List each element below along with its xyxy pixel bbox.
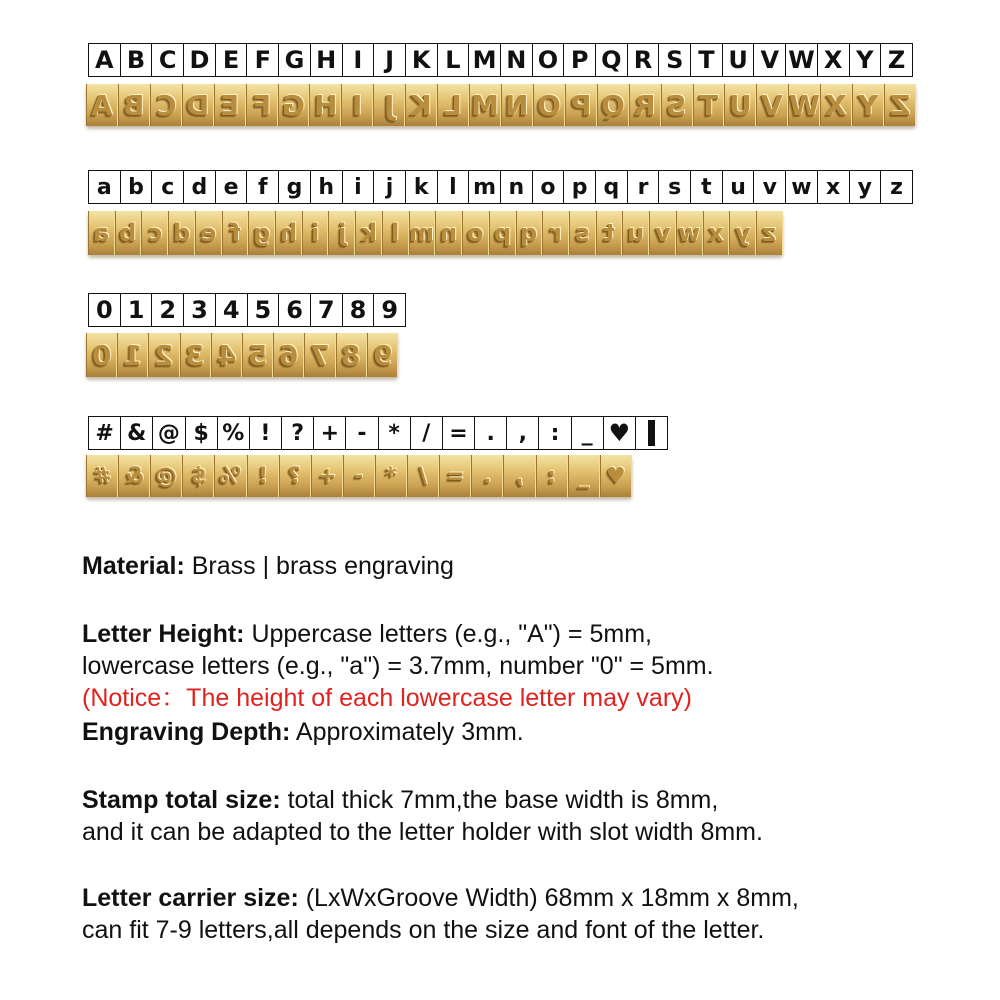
char-cell-uppercase: E xyxy=(216,44,248,76)
char-cell-lowercase: i xyxy=(343,171,375,203)
char-cell-numbers: 4 xyxy=(216,294,248,326)
stamp-glyph: R xyxy=(633,88,656,122)
stamp-glyph: X xyxy=(825,88,847,122)
brass-stamp-symbols xyxy=(182,455,214,497)
stamp-glyph: 6 xyxy=(278,338,299,372)
brass-stamp-symbols xyxy=(536,455,568,497)
brass-stamp-lowercase xyxy=(302,211,329,255)
brass-stamp-lowercase xyxy=(516,211,543,255)
brass-stamp-lowercase xyxy=(622,211,649,255)
numbers-chart xyxy=(88,293,406,327)
brass-stamp-uppercase xyxy=(405,84,437,126)
stamp-glyph: k xyxy=(360,219,377,247)
char-cell-uppercase: Z xyxy=(881,44,913,76)
stamp-glyph: E xyxy=(220,88,240,122)
char-cell-symbols: @ xyxy=(153,417,185,449)
char-cell-lowercase: l xyxy=(438,171,470,203)
stamp-glyph: 4 xyxy=(216,338,237,372)
brass-stamp-uppercase xyxy=(86,84,118,126)
stamp-glyph: F xyxy=(252,88,272,122)
stamp-glyph: H xyxy=(313,88,338,122)
carrier-size-value-1: (LxWxGroove Width) 68mm x 18mm x 8mm, xyxy=(298,884,799,912)
letter-height-value-1: Uppercase letters (e.g., "A") = 5mm, xyxy=(244,620,652,648)
brass-stamp-symbols xyxy=(600,455,632,497)
stamp-glyph: , xyxy=(515,463,524,489)
char-cell-symbols: - xyxy=(346,417,378,449)
stamp-glyph: U xyxy=(729,88,752,122)
brass-stamp-symbols xyxy=(86,455,118,497)
char-cell-lowercase: d xyxy=(184,171,216,203)
char-cell-lowercase: t xyxy=(691,171,723,203)
char-cell-uppercase: W xyxy=(786,44,818,76)
char-cell-uppercase: A xyxy=(89,44,121,76)
char-cell-symbols: . xyxy=(475,417,507,449)
stamp-glyph: v xyxy=(654,219,671,247)
brass-stamp-uppercase xyxy=(437,84,469,126)
brass-stamp-numbers xyxy=(336,333,367,377)
char-cell-uppercase: R xyxy=(628,44,660,76)
brass-stamp-uppercase xyxy=(756,84,788,126)
char-cell-uppercase: F xyxy=(247,44,279,76)
brass-stamp-symbols xyxy=(311,455,343,497)
stamp-glyph: M xyxy=(471,88,499,122)
stamp-glyph: W xyxy=(788,88,820,122)
symbols-stamps xyxy=(86,455,632,497)
brass-stamp-uppercase xyxy=(309,84,341,126)
char-cell-uppercase: M xyxy=(469,44,501,76)
char-cell-lowercase: y xyxy=(850,171,882,203)
stamp-glyph: P xyxy=(570,88,592,122)
brass-stamp-uppercase xyxy=(629,84,661,126)
brass-stamp-lowercase xyxy=(222,211,249,255)
brass-stamp-uppercase xyxy=(565,84,597,126)
letter-height-label: Letter Height: xyxy=(82,620,245,648)
letter-height-line-1 xyxy=(82,618,982,650)
brass-stamp-lowercase xyxy=(649,211,676,255)
brass-stamp-symbols xyxy=(150,455,182,497)
stamp-glyph: $ xyxy=(190,463,207,489)
char-cell-uppercase: G xyxy=(279,44,311,76)
uppercase-stamps xyxy=(86,84,916,126)
brass-stamp-numbers xyxy=(211,333,242,377)
engraving-depth-label: Engraving Depth: xyxy=(82,718,291,746)
stamp-glyph: = xyxy=(446,463,465,489)
brass-stamp-lowercase xyxy=(435,211,462,255)
stamp-glyph: _ xyxy=(578,463,590,489)
stamp-glyph: T xyxy=(698,88,719,122)
char-cell-lowercase: r xyxy=(628,171,660,203)
stamp-glyph: b xyxy=(119,219,137,247)
uppercase-chart xyxy=(88,43,913,77)
brass-stamp-lowercase xyxy=(756,211,783,255)
char-cell-symbols: = xyxy=(443,417,475,449)
stamp-glyph: . xyxy=(483,463,492,489)
lowercase-chart xyxy=(88,170,913,204)
char-cell-lowercase: q xyxy=(596,171,628,203)
brass-stamp-numbers xyxy=(242,333,273,377)
brass-stamp-numbers xyxy=(367,333,398,377)
char-cell-lowercase: s xyxy=(659,171,691,203)
stamp-glyph: N xyxy=(505,88,529,122)
char-cell-lowercase: a xyxy=(89,171,121,203)
brass-stamp-uppercase xyxy=(469,84,501,126)
brass-stamp-lowercase xyxy=(596,211,623,255)
stamp-glyph: - xyxy=(354,463,364,489)
stamp-glyph: + xyxy=(317,463,337,489)
char-cell-numbers: 6 xyxy=(279,294,311,326)
stamp-glyph: m xyxy=(409,219,435,247)
char-cell-symbols: , xyxy=(507,417,539,449)
char-cell-uppercase: J xyxy=(374,44,406,76)
brass-stamp-uppercase xyxy=(182,84,214,126)
notice-text: (Notice：The height of each lowercase letter may vary) xyxy=(82,684,692,712)
char-cell-symbols: % xyxy=(218,417,250,449)
stamp-glyph: 7 xyxy=(310,338,330,372)
brass-stamp-uppercase xyxy=(150,84,182,126)
stamp-glyph: ♥ xyxy=(605,463,626,489)
char-cell-uppercase: C xyxy=(152,44,184,76)
brass-stamp-uppercase xyxy=(246,84,278,126)
engraving-depth-line xyxy=(82,716,982,748)
stamp-glyph: a xyxy=(93,219,110,247)
char-cell-lowercase: j xyxy=(374,171,406,203)
char-cell-uppercase: Q xyxy=(596,44,628,76)
carrier-size-label: Letter carrier size: xyxy=(82,884,299,912)
brass-stamp-symbols xyxy=(407,455,439,497)
letter-height-line-2: lowercase letters (e.g., "a") = 3.7mm, number "0" = 5mm. xyxy=(82,652,714,680)
brass-stamp-lowercase xyxy=(569,211,596,255)
stamp-glyph: f xyxy=(229,219,241,247)
brass-stamp-lowercase xyxy=(275,211,302,255)
char-cell-lowercase: u xyxy=(723,171,755,203)
char-cell-numbers: 0 xyxy=(89,294,121,326)
brass-stamp-lowercase xyxy=(248,211,275,255)
brass-stamp-lowercase xyxy=(141,211,168,255)
stamp-glyph: o xyxy=(467,219,484,247)
bar-icon xyxy=(636,417,668,449)
stamp-glyph: # xyxy=(92,463,112,489)
stamp-glyph: h xyxy=(279,219,297,247)
material-line xyxy=(82,550,982,582)
brass-stamp-symbols xyxy=(247,455,279,497)
stamp-size-line-2: and it can be adapted to the letter holder with slot width 8mm. xyxy=(82,818,763,846)
stamp-glyph: : xyxy=(547,463,556,489)
stamp-glyph: y xyxy=(734,219,751,247)
stamp-glyph: A xyxy=(91,88,113,122)
brass-stamp-lowercase xyxy=(489,211,516,255)
char-cell-uppercase: K xyxy=(406,44,438,76)
char-cell-lowercase: n xyxy=(501,171,533,203)
stamp-glyph: D xyxy=(186,88,210,122)
brass-stamp-lowercase xyxy=(88,211,115,255)
char-cell-uppercase: X xyxy=(818,44,850,76)
char-cell-symbols: * xyxy=(379,417,411,449)
stamp-glyph: L xyxy=(444,88,463,122)
char-cell-uppercase: I xyxy=(343,44,375,76)
char-cell-symbols: $ xyxy=(186,417,218,449)
stamp-glyph: p xyxy=(493,219,511,247)
brass-stamp-uppercase xyxy=(501,84,533,126)
brass-stamp-numbers xyxy=(273,333,304,377)
brass-stamp-uppercase xyxy=(820,84,852,126)
char-cell-symbols: ? xyxy=(282,417,314,449)
numbers-stamps xyxy=(86,333,398,377)
char-cell-symbols: ! xyxy=(250,417,282,449)
brass-stamp-lowercase xyxy=(382,211,409,255)
lowercase-stamps xyxy=(88,211,783,255)
char-cell-numbers: 8 xyxy=(343,294,375,326)
stamp-glyph: Y xyxy=(857,88,879,122)
char-cell-symbols: + xyxy=(314,417,346,449)
brass-stamp-uppercase xyxy=(693,84,725,126)
char-cell-lowercase: k xyxy=(406,171,438,203)
char-cell-uppercase: T xyxy=(691,44,723,76)
brass-stamp-numbers xyxy=(86,333,117,377)
char-cell-numbers: 2 xyxy=(152,294,184,326)
char-cell-uppercase: L xyxy=(438,44,470,76)
brass-stamp-lowercase xyxy=(462,211,489,255)
char-cell-lowercase: f xyxy=(247,171,279,203)
stamp-glyph: 1 xyxy=(123,338,143,372)
brass-stamp-lowercase xyxy=(195,211,222,255)
brass-stamp-uppercase xyxy=(341,84,373,126)
brass-stamp-uppercase xyxy=(884,84,916,126)
char-cell-symbols: : xyxy=(539,417,571,449)
symbols-chart xyxy=(88,416,668,450)
stamp-glyph: O xyxy=(536,88,561,122)
brass-stamp-symbols xyxy=(503,455,535,497)
char-cell-numbers: 3 xyxy=(184,294,216,326)
brass-stamp-uppercase xyxy=(852,84,884,126)
brass-stamp-symbols xyxy=(214,455,246,497)
stamp-glyph: t xyxy=(603,219,615,247)
brass-stamp-symbols xyxy=(471,455,503,497)
brass-stamp-uppercase xyxy=(533,84,565,126)
brass-stamp-lowercase xyxy=(355,211,382,255)
brass-stamp-uppercase xyxy=(788,84,820,126)
char-cell-lowercase: h xyxy=(311,171,343,203)
brass-stamp-uppercase xyxy=(597,84,629,126)
stamp-glyph: n xyxy=(440,219,458,247)
brass-stamp-symbols xyxy=(375,455,407,497)
engraving-depth-value: Approximately 3mm. xyxy=(290,718,524,746)
stamp-glyph: J xyxy=(384,88,395,122)
char-cell-symbols: _ xyxy=(572,417,604,449)
brass-stamp-numbers xyxy=(117,333,148,377)
stamp-glyph: d xyxy=(172,219,191,247)
stamp-glyph: C xyxy=(155,88,177,122)
stamp-glyph: q xyxy=(520,219,538,247)
carrier-size-line-1 xyxy=(82,882,982,914)
brass-stamp-uppercase xyxy=(278,84,310,126)
char-cell-lowercase: x xyxy=(818,171,850,203)
stamp-glyph: ! xyxy=(257,463,268,489)
char-cell-uppercase: O xyxy=(533,44,565,76)
stamp-size-label: Stamp total size: xyxy=(82,786,281,814)
stamp-glyph: & xyxy=(124,463,144,489)
stamp-size-value-1: total thick 7mm,the base width is 8mm, xyxy=(280,786,719,814)
char-cell-lowercase: o xyxy=(533,171,565,203)
char-cell-uppercase: Y xyxy=(850,44,882,76)
char-cell-lowercase: c xyxy=(152,171,184,203)
stamp-glyph: S xyxy=(666,88,687,122)
stamp-glyph: 5 xyxy=(247,338,268,372)
brass-stamp-symbols xyxy=(279,455,311,497)
stamp-glyph: % xyxy=(219,463,242,489)
char-cell-uppercase: V xyxy=(754,44,786,76)
stamp-glyph: u xyxy=(627,219,645,247)
char-cell-uppercase: H xyxy=(311,44,343,76)
stamp-glyph: z xyxy=(762,219,777,247)
char-cell-lowercase: p xyxy=(564,171,596,203)
brass-stamp-lowercase xyxy=(328,211,355,255)
brass-stamp-symbols xyxy=(439,455,471,497)
stamp-glyph: g xyxy=(253,219,271,247)
stamp-glyph: x xyxy=(708,219,724,247)
stamp-glyph: / xyxy=(419,463,428,489)
stamp-glyph: Z xyxy=(889,88,911,122)
stamp-glyph: B xyxy=(123,88,145,122)
brass-stamp-lowercase xyxy=(542,211,569,255)
stamp-glyph: Q xyxy=(600,88,625,122)
stamp-glyph: c xyxy=(147,219,162,247)
stamp-glyph: 0 xyxy=(91,338,112,372)
char-cell-uppercase: N xyxy=(501,44,533,76)
char-cell-uppercase: S xyxy=(659,44,691,76)
brass-stamp-lowercase xyxy=(703,211,730,255)
stamp-glyph: r xyxy=(549,219,562,247)
brass-stamp-lowercase xyxy=(729,211,756,255)
char-cell-lowercase: g xyxy=(279,171,311,203)
char-cell-symbols: / xyxy=(411,417,443,449)
stamp-glyph: ? xyxy=(288,463,302,489)
brass-stamp-lowercase xyxy=(676,211,703,255)
char-cell-lowercase: b xyxy=(121,171,153,203)
char-cell-uppercase: D xyxy=(184,44,216,76)
brass-stamp-lowercase xyxy=(168,211,195,255)
char-cell-lowercase: m xyxy=(469,171,501,203)
brass-stamp-uppercase xyxy=(118,84,150,126)
stamp-glyph: l xyxy=(391,219,400,247)
char-cell-uppercase: B xyxy=(121,44,153,76)
stamp-glyph: 8 xyxy=(341,338,361,372)
brass-stamp-uppercase xyxy=(661,84,693,126)
stamp-glyph: @ xyxy=(155,463,178,489)
stamp-glyph: 2 xyxy=(154,338,174,372)
char-cell-symbols: & xyxy=(121,417,153,449)
stamp-glyph: K xyxy=(410,88,433,122)
brass-stamp-uppercase xyxy=(373,84,405,126)
stamp-glyph: 3 xyxy=(185,338,205,372)
stamp-glyph: G xyxy=(282,88,305,122)
brass-stamp-numbers xyxy=(304,333,335,377)
material-value: Brass | brass engraving xyxy=(184,552,454,580)
brass-stamp-symbols xyxy=(118,455,150,497)
brass-stamp-uppercase xyxy=(724,84,756,126)
material-label: Material: xyxy=(82,552,185,580)
char-cell-symbols: # xyxy=(89,417,121,449)
stamp-size-line-1 xyxy=(82,784,982,816)
stamp-glyph: * xyxy=(385,463,397,489)
char-cell-numbers: 1 xyxy=(121,294,153,326)
char-cell-uppercase: U xyxy=(723,44,755,76)
char-cell-uppercase: P xyxy=(564,44,596,76)
brass-stamp-lowercase xyxy=(115,211,142,255)
heart-icon: ♥ xyxy=(604,417,636,449)
stamp-glyph: I xyxy=(352,88,363,122)
stamp-glyph: s xyxy=(575,219,590,247)
char-cell-numbers: 7 xyxy=(311,294,343,326)
brass-stamp-numbers xyxy=(180,333,211,377)
stamp-glyph: V xyxy=(761,88,784,122)
stamp-glyph: w xyxy=(678,219,701,247)
stamp-glyph: 9 xyxy=(372,338,393,372)
brass-stamp-uppercase xyxy=(214,84,246,126)
stamp-glyph: j xyxy=(337,219,346,247)
brass-stamp-symbols xyxy=(568,455,600,497)
char-cell-lowercase: z xyxy=(881,171,913,203)
char-cell-lowercase: w xyxy=(786,171,818,203)
brass-stamp-numbers xyxy=(148,333,179,377)
char-cell-numbers: 5 xyxy=(248,294,280,326)
char-cell-numbers: 9 xyxy=(374,294,406,326)
brass-stamp-lowercase xyxy=(409,211,436,255)
char-cell-lowercase: v xyxy=(754,171,786,203)
stamp-glyph: i xyxy=(310,219,320,247)
char-cell-lowercase: e xyxy=(216,171,248,203)
brass-stamp-symbols xyxy=(343,455,375,497)
carrier-size-line-2: can fit 7-9 letters,all depends on the size and font of the letter. xyxy=(82,916,765,944)
stamp-glyph: e xyxy=(200,219,217,247)
